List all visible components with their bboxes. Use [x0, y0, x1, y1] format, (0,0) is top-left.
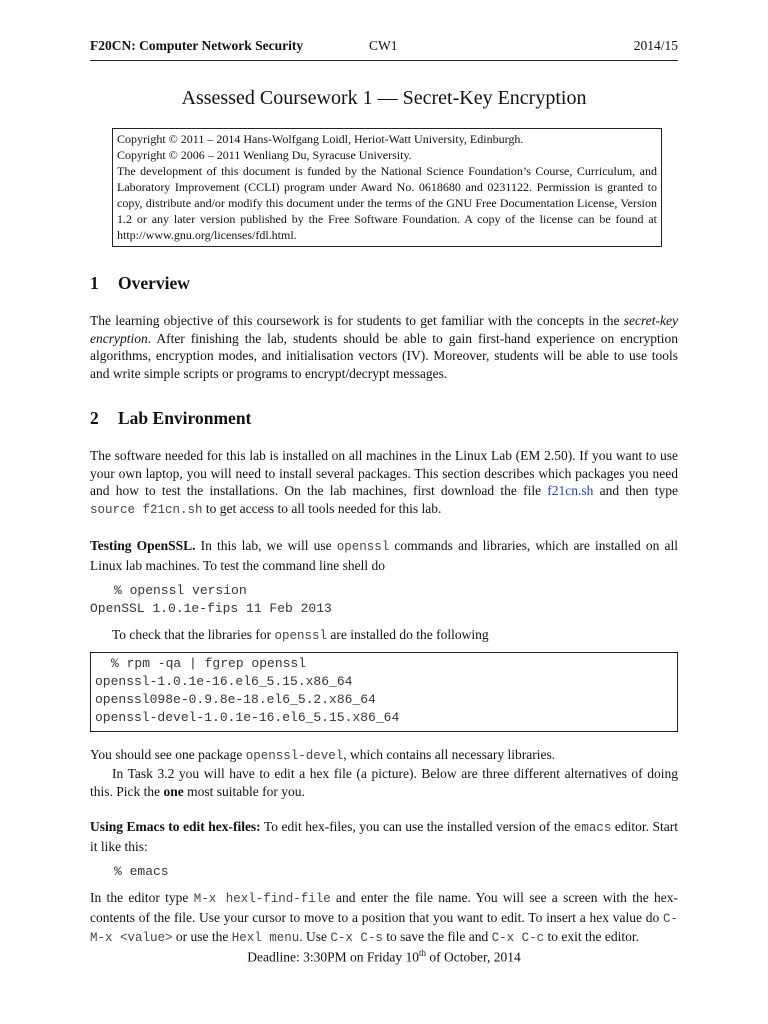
inline-code: C-x C-s — [330, 931, 383, 945]
text: to get access to all tools needed for this lab. — [202, 500, 442, 516]
license-text: The development of this document is funded by the National Science Foundation’s Course, Curriculum, and Laboratory Improvement (CCLI) program under Award No. 0618680 and 0231122. Permission is granted to copy, distribute and/or modify this document under the terms of the GNU Free Documentation License, Version 1.2 or any later version published by the Free Software Foundation. A copy of the license can be found at http://www.gnu.org/licenses/fdl.html. — [117, 164, 657, 242]
section-heading-overview — [90, 273, 678, 294]
inline-code: C-x C-c — [491, 931, 545, 945]
libcheck-paragraph — [90, 626, 678, 646]
inline-code: emacs — [573, 821, 612, 835]
editor-paragraph — [90, 889, 678, 948]
inline-code: C-M-x <value> — [90, 911, 678, 945]
text: or use the — [172, 929, 232, 944]
section-number: 2 — [90, 408, 99, 428]
terminal-command: % emacs — [114, 864, 169, 879]
page-footer — [0, 948, 768, 966]
text: To check that the libraries for — [112, 627, 275, 642]
emphasis: secret-key encryption — [90, 313, 678, 346]
lab-intro-paragraph — [90, 447, 678, 519]
text: The learning objective of this coursework is for students to get familiar with the concepts in the — [90, 313, 624, 328]
paragraph-heading: Testing OpenSSL. — [90, 538, 196, 553]
task-paragraph — [90, 765, 678, 800]
emacs-paragraph — [90, 818, 678, 855]
testing-openssl-paragraph — [90, 537, 678, 574]
code-box — [90, 652, 678, 732]
download-link[interactable]: f21cn.sh — [547, 483, 594, 498]
course-title: F20CN: Computer Network Security — [90, 38, 304, 53]
text: and enter the file name. You will see a screen with the hex-contents of the file. Use your cursor to move to a position that you want to edit. To insert a hex value do — [90, 890, 678, 925]
copyright-line: Copyright © 2011 – 2014 Hans-Wolfgang Loidl, Heriot-Watt University, Edinburgh. — [117, 132, 524, 146]
section-title: Lab Environment — [118, 408, 252, 428]
ordinal-suffix: th — [419, 948, 427, 958]
page-title: Assessed Coursework 1 — Secret-Key Encryption — [181, 87, 587, 109]
overview-paragraph — [90, 312, 678, 382]
section-title: Overview — [118, 273, 190, 293]
terminal-output: OpenSSL 1.0.1e-fips 11 Feb 2013 — [90, 601, 332, 616]
bold-text: one — [163, 783, 184, 799]
copyright-line: Copyright © 2006 – 2011 Wenliang Du, Syracuse University. — [117, 148, 412, 162]
text: and then type — [593, 483, 678, 498]
document-page — [90, 38, 678, 948]
text: editor. Start it like this: — [90, 819, 678, 854]
terminal-command: % openssl version — [114, 583, 247, 598]
text: In this lab, we will use — [195, 538, 337, 553]
terminal-output: openssl098e-0.9.8e-18.el6_5.2.x86_64 — [95, 691, 376, 707]
inline-code: source f21cn.sh — [90, 502, 203, 517]
inline-code: Hexl menu — [231, 931, 300, 945]
text: You should see one package — [90, 746, 246, 762]
inline-code: openssl — [336, 540, 390, 554]
deadline-text: Deadline: 3:30PM on Friday 10 — [247, 949, 420, 965]
terminal-snippet — [90, 863, 678, 881]
text: to exit the editor. — [544, 929, 639, 944]
copyright-box — [112, 128, 662, 247]
text: In the editor type — [90, 890, 194, 905]
text: In Task 3.2 you will have to edit a hex file (a picture). Below are three different alternatives of doing this. Pick the — [90, 766, 678, 799]
deadline-text: of October, 2014 — [426, 949, 521, 965]
section-number: 1 — [90, 273, 99, 293]
terminal-output: openssl-devel-1.0.1e-16.el6_5.15.x86_64 — [95, 709, 400, 725]
package-paragraph — [90, 746, 678, 766]
paragraph-heading: Using Emacs to edit hex-files: — [90, 819, 261, 834]
inline-code: M-x hexl-find-file — [193, 892, 331, 906]
text: commands and libraries, which are installed on all Linux lab machines. To test the command line shell do — [90, 538, 679, 573]
academic-year: 2014/15 — [633, 38, 678, 53]
text: The software needed for this lab is installed on all machines in the Linux Lab (EM 2.50). If you want to use your own laptop, you will need to install several packages. This section describes which packages you need and how to test the installations. On the lab machines, first download the file — [90, 448, 678, 498]
text: , which contains all necessary libraries. — [343, 746, 556, 762]
inline-code: openssl — [274, 629, 328, 643]
terminal-snippet — [90, 582, 678, 618]
text: . After finishing the lab, students should be able to gain first-hand experience on encryption algorithms, encryption modes, and initialisation vectors (IV). Moreover, students will be able to use tools and write simple scripts or programs to encrypt/decrypt messages. — [90, 330, 678, 381]
inline-code: openssl-devel — [245, 748, 344, 763]
text: to save the file and — [382, 929, 492, 944]
coursework-label: CW1 — [369, 38, 398, 53]
text: most suitable for you. — [183, 783, 305, 799]
text: To edit hex-files, you can use the installed version of the — [260, 819, 574, 834]
page-header — [90, 38, 678, 61]
section-heading-lab-environment — [90, 408, 678, 429]
terminal-output: openssl-1.0.1e-16.el6_5.15.x86_64 — [95, 673, 353, 689]
text: are installed do the following — [327, 627, 489, 642]
text: . Use — [299, 929, 331, 944]
terminal-command: % rpm -qa | fgrep openssl — [111, 655, 307, 671]
